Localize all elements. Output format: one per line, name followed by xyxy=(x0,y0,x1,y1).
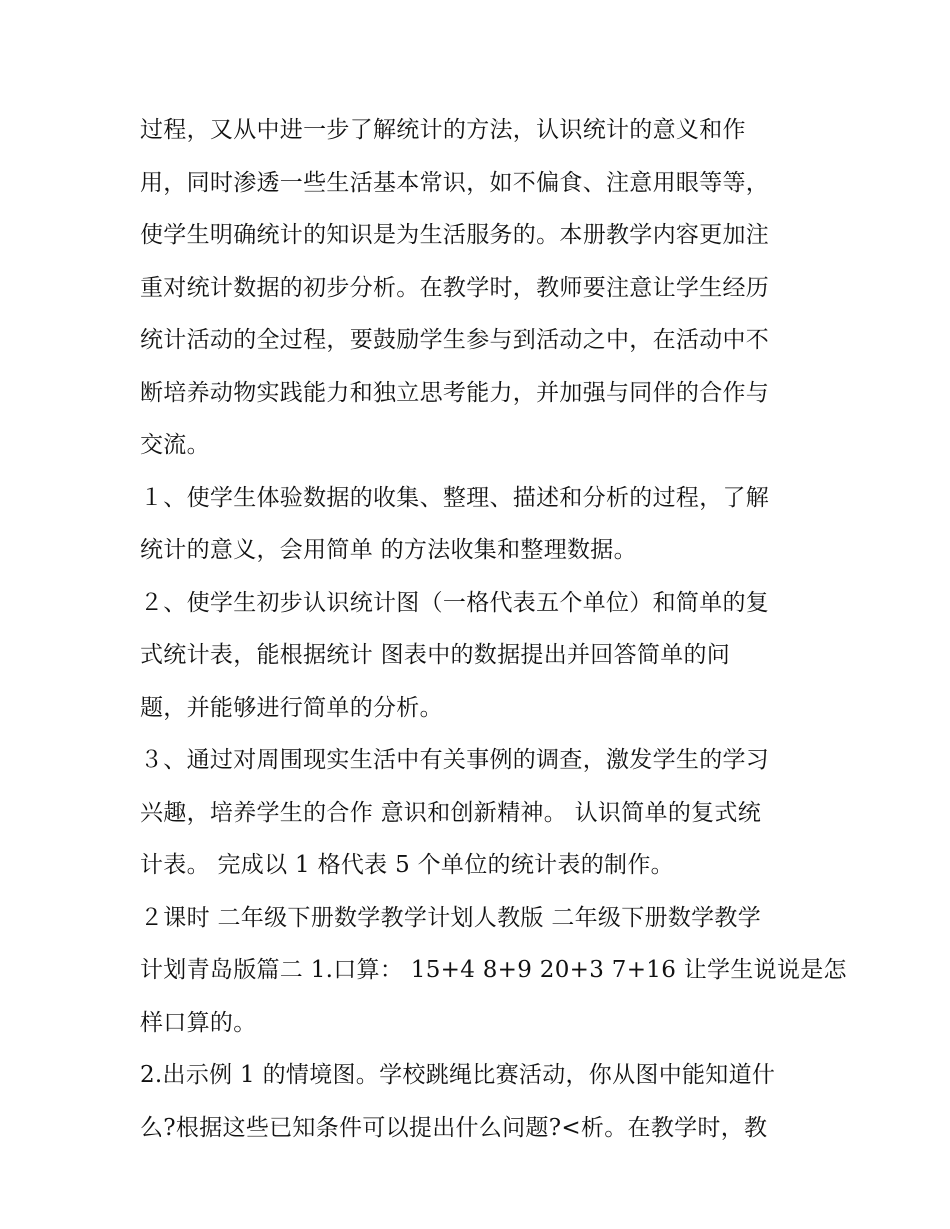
text-line: 样口算的。 xyxy=(140,1009,257,1036)
text-line: ２、使学生初步认识统计图（一格代表五个单位）和简单的复 xyxy=(140,589,770,616)
text-line: 么?根据这些已知条件可以提出什么问题?<析。在教学时，教 xyxy=(140,1114,768,1141)
text-line: 兴趣，培养学生的合作 意识和创新精神。 认识简单的复式统 xyxy=(140,799,762,826)
text-line: 计划青岛版篇二 1.口算： 15+4 8+9 20+3 7+16 让学生说说是怎 xyxy=(140,957,847,983)
text-line: 题，并能够进行简单的分析。 xyxy=(140,694,443,721)
text-line: １、使学生体验数据的收集、整理、描述和分析的过程，了解 xyxy=(140,484,770,511)
text-line: ２课时 二年级下册数学教学计划人教版 二年级下册数学教学 xyxy=(140,904,762,931)
text-line: 统计的意义，会用简单 的方法收集和整理数据。 xyxy=(140,537,637,563)
text-line: 交流。 xyxy=(140,432,210,458)
text-line: 重对统计数据的初步分析。在教学时，教师要注意让学生经历 xyxy=(140,274,770,301)
text-line: 过程，又从中进一步了解统计的方法，认识统计的意义和作 xyxy=(140,117,746,143)
text-line: 式统计表，能根据统计 图表中的数据提出并回答简单的问 xyxy=(140,642,731,668)
document-body xyxy=(140,104,847,1154)
text-line: 断培养动物实践能力和独立思考能力，并加强与同伴的合作与 xyxy=(140,379,770,406)
text-line: 计表。 完成以 1 格代表 5 个单位的统计表的制作。 xyxy=(140,852,674,878)
text-line: 用，同时渗透一些生活基本常识，如不偏食、注意用眼等等， xyxy=(140,169,770,196)
text-line: 统计活动的全过程，要鼓励学生参与到活动之中，在活动中不 xyxy=(140,327,770,353)
text-line: ３、通过对周围现实生活中有关事例的调查，激发学生的学习 xyxy=(140,747,770,773)
text-line: 2.出示例 1 的情境图。学校跳绳比赛活动，你从图中能知道什 xyxy=(140,1062,776,1088)
text-line: 使学生明确统计的知识是为生活服务的。本册教学内容更加注 xyxy=(140,222,770,248)
